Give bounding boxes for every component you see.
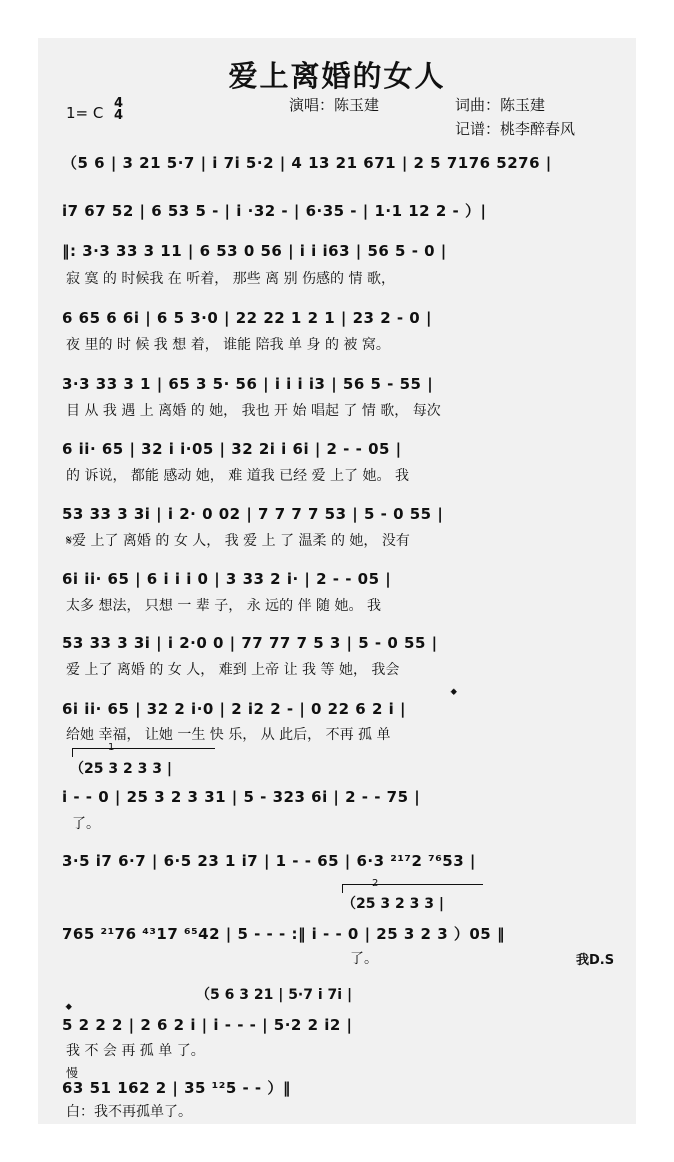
notation-row-3: ‖: 3·3 33 3 11 | 6 53 0 56 | i i i63 | 56 5 - 0 | (62, 242, 447, 260)
volta-2-notes: （25 3 2 3 3 | (342, 896, 444, 912)
lyric-row-4: 夜 里的 时 候 我 想 着， 谁能 陪我 单 身 的 被 窝。 (66, 337, 390, 353)
notation-row-8: 6i ii· 65 | 6 i i i 0 | 3 33 2 i· | 2 - - 05 | (62, 570, 392, 588)
volta-2-bracket (342, 884, 483, 893)
volta-1-number: 1 (108, 742, 115, 753)
key-signature: 1= C (66, 104, 104, 122)
notation-row-1: （5 6 | 3 21 5·7 | i 7i 5·2 | 4 13 21 671 | 2 5 7176 5276 | (62, 154, 552, 172)
volta-2-number: 2 (372, 878, 379, 889)
notation-row-12: 3·5 i7 6·7 | 6·5 23 1 i7 | 1 - - 65 | 6·3 ²¹⁷2 ⁷⁶53 | (62, 852, 476, 870)
lyric-row-13: 了。 (350, 951, 378, 967)
coda-sign-2: 𝄌 (66, 1000, 72, 1019)
lyric-row-11: 了。 (72, 816, 100, 832)
coda-intro-notes: （5 6 3 21 | 5·7 i 7i | (196, 987, 353, 1003)
volta-1-bracket (72, 748, 215, 757)
notation-row-15: 63 51 162 2 | 35 ¹²5 - - ）‖ (62, 1079, 291, 1097)
lyric-row-3: 寂 寞 的 时候我 在 听着， 那些 离 别 伤感的 情 歌， (66, 271, 395, 287)
notation-row-10: 6i ii· 65 | 32 2 i·0 | 2 i2 2 - | 0 22 6 2 i | (62, 700, 406, 718)
singer-credit: 演唱：陈玉建 (289, 96, 380, 114)
notation-credit: 记谱：桃李醉春风 (455, 120, 576, 138)
time-signature-top: 4 (114, 96, 124, 111)
notation-row-6: 6 ii· 65 | 32 i i·05 | 32 2i i 6i | 2 - - 05 | (62, 440, 402, 458)
volta-1-notes: （25 3 2 3 3 | (70, 761, 172, 777)
lyric-row-5: 目 从 我 遇 上 离婚 的 她， 我也 开 始 唱起 了 情 歌， 每次 (66, 403, 441, 419)
notation-row-9: 53 33 3 3i | i 2·0 0 | 77 77 7 5 3 | 5 - 0 55 | (62, 634, 438, 652)
time-signature (114, 98, 123, 122)
song-title: 爱上离婚的女人 (228, 59, 446, 93)
lyric-row-7: 𝄋爱 上了 离婚 的 女 人， 我 爱 上 了 温柔 的 她， 没有 (66, 533, 410, 549)
tempo-slow-marking: 慢 (66, 1066, 79, 1080)
notation-row-7: 53 33 3 3i | i 2· 0 02 | 7 7 7 7 53 | 5 - 0 55 | (62, 505, 444, 523)
notation-row-2: i7 67 52 | 6 53 5 - | i ·32 - | 6·35 - | 1·1 12 2 - ）| (62, 202, 487, 220)
ds-marking: 我D.S (576, 953, 615, 968)
lyric-row-14: 我 不 会 再 孤 单 了。 (66, 1043, 205, 1059)
lyric-row-15: 白：我不再孤单了。 (66, 1104, 192, 1120)
lyric-row-10: 给她 幸福， 让她 一生 快 乐， 从 此后， 不再 孤 单 (66, 727, 391, 743)
notation-row-5: 3·3 33 3 1 | 65 3 5· 56 | i i i i3 | 56 5 - 55 | (62, 375, 434, 393)
notation-row-11: i - - 0 | 25 3 2 3 31 | 5 - 323 6i | 2 - - 75 | (62, 788, 421, 806)
lyric-row-6: 的 诉说， 都能 感动 她， 难 道我 已经 爱 上了 她。 我 (66, 468, 409, 484)
time-signature-bottom: 4 (114, 108, 124, 123)
notation-row-14: 5 2 2 2 | 2 6 2 i | i - - - | 5·2 2 i2 | (62, 1016, 353, 1034)
notation-row-4: 6 65 6 6i | 6 5 3·0 | 22 22 1 2 1 | 23 2 - 0 | (62, 309, 432, 327)
lyrics-music-credit: 词曲：陈玉建 (455, 96, 546, 114)
lyric-row-8: 太多 想法， 只想 一 辈 子， 永 远的 伴 随 她。 我 (66, 598, 381, 614)
notation-row-13: 765 ²¹76 ⁴³17 ⁶⁵42 | 5 - - - :‖ i - - 0 | 25 3 2 3 ）05 ‖ (62, 925, 505, 943)
coda-sign: 𝄌 (451, 685, 457, 704)
lyric-row-9: 爱 上了 离婚 的 女 人， 难到 上帝 让 我 等 她， 我会 (66, 662, 400, 678)
